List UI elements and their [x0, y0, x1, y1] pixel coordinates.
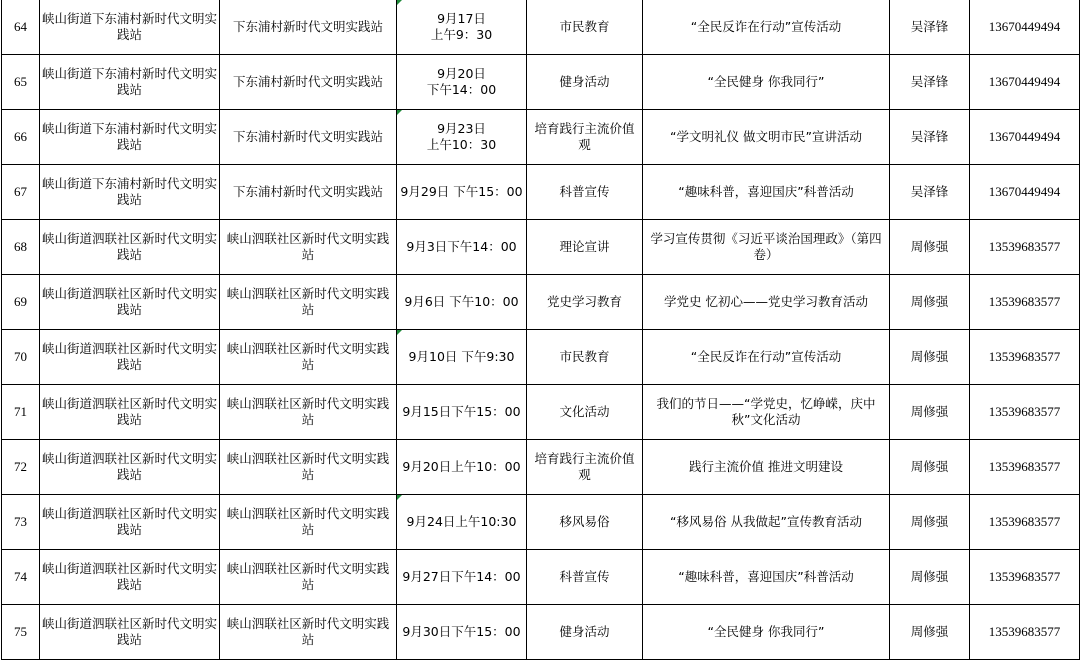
station-name: 下东浦村新时代文明实践站 [220, 165, 397, 220]
activity-category: 健身活动 [527, 605, 643, 660]
activity-title: “全民反诈在行动”宣传活动 [643, 0, 890, 55]
table-row [2, 55, 1080, 110]
street-station-name: 峡山街道泗联社区新时代文明实践站 [40, 440, 220, 495]
contact-person: 吴泽锋 [890, 0, 970, 55]
contact-phone: 13539683577 [970, 385, 1080, 440]
contact-person: 周修强 [890, 605, 970, 660]
station-name: 峡山泗联社区新时代文明实践站 [220, 220, 397, 275]
activity-title: “全民健身 你我同行” [643, 605, 890, 660]
street-station-name: 峡山街道泗联社区新时代文明实践站 [40, 220, 220, 275]
station-name: 峡山泗联社区新时代文明实践站 [220, 330, 397, 385]
row-number: 75 [2, 605, 40, 660]
station-name: 峡山泗联社区新时代文明实践站 [220, 440, 397, 495]
activity-category: 培育践行主流价值观 [527, 110, 643, 165]
activity-title: “全民健身 你我同行” [643, 55, 890, 110]
contact-person: 周修强 [890, 440, 970, 495]
station-name: 峡山泗联社区新时代文明实践站 [220, 495, 397, 550]
contact-person: 周修强 [890, 330, 970, 385]
contact-phone: 13539683577 [970, 330, 1080, 385]
street-station-name: 峡山街道泗联社区新时代文明实践站 [40, 330, 220, 385]
contact-person: 周修强 [890, 550, 970, 605]
activity-time: 9月23日 上午10：30 [397, 110, 527, 165]
activity-time: 9月17日 上午9：30 [397, 0, 527, 55]
activity-title: “趣味科普，喜迎国庆”科普活动 [643, 550, 890, 605]
street-station-name: 峡山街道泗联社区新时代文明实践站 [40, 605, 220, 660]
activity-category: 市民教育 [527, 0, 643, 55]
row-number: 68 [2, 220, 40, 275]
contact-phone: 13539683577 [970, 605, 1080, 660]
activity-schedule-table [1, 0, 1080, 660]
activity-category: 理论宣讲 [527, 220, 643, 275]
street-station-name: 峡山街道下东浦村新时代文明实践站 [40, 110, 220, 165]
contact-phone: 13670449494 [970, 55, 1080, 110]
station-name: 峡山泗联社区新时代文明实践站 [220, 275, 397, 330]
contact-person: 吴泽锋 [890, 55, 970, 110]
contact-phone: 13539683577 [970, 495, 1080, 550]
street-station-name: 峡山街道泗联社区新时代文明实践站 [40, 550, 220, 605]
row-number: 74 [2, 550, 40, 605]
contact-phone: 13539683577 [970, 550, 1080, 605]
station-name: 下东浦村新时代文明实践站 [220, 55, 397, 110]
row-number: 64 [2, 0, 40, 55]
row-number: 67 [2, 165, 40, 220]
table-row [2, 0, 1080, 55]
activity-category: 党史学习教育 [527, 275, 643, 330]
row-number: 73 [2, 495, 40, 550]
table-row [2, 275, 1080, 330]
contact-person: 周修强 [890, 220, 970, 275]
street-station-name: 峡山街道下东浦村新时代文明实践站 [40, 165, 220, 220]
activity-title: 践行主流价值 推进文明建设 [643, 440, 890, 495]
activity-title: 学习宣传贯彻《习近平谈治国理政》（第四卷） [643, 220, 890, 275]
table-row [2, 220, 1080, 275]
table-row [2, 550, 1080, 605]
table-row [2, 110, 1080, 165]
table-row [2, 165, 1080, 220]
activity-title: “移风易俗 从我做起”宣传教育活动 [643, 495, 890, 550]
station-name: 峡山泗联社区新时代文明实践站 [220, 385, 397, 440]
table-row [2, 330, 1080, 385]
contact-phone: 13539683577 [970, 440, 1080, 495]
activity-category: 市民教育 [527, 330, 643, 385]
street-station-name: 峡山街道泗联社区新时代文明实践站 [40, 385, 220, 440]
table-row [2, 495, 1080, 550]
activity-time: 9月29日 下午15：00 [397, 165, 527, 220]
contact-phone: 13670449494 [970, 0, 1080, 55]
contact-person: 吴泽锋 [890, 110, 970, 165]
station-name: 峡山泗联社区新时代文明实践站 [220, 550, 397, 605]
row-number: 69 [2, 275, 40, 330]
contact-phone: 13670449494 [970, 165, 1080, 220]
row-number: 70 [2, 330, 40, 385]
contact-phone: 13670449494 [970, 110, 1080, 165]
row-number: 65 [2, 55, 40, 110]
activity-time: 9月20日上午10：00 [397, 440, 527, 495]
activity-time: 9月10日 下午9:30 [397, 330, 527, 385]
station-name: 峡山泗联社区新时代文明实践站 [220, 605, 397, 660]
activity-time: 9月27日下午14：00 [397, 550, 527, 605]
row-number: 71 [2, 385, 40, 440]
activity-category: 健身活动 [527, 55, 643, 110]
table-row [2, 440, 1080, 495]
activity-category: 培育践行主流价值观 [527, 440, 643, 495]
contact-person: 吴泽锋 [890, 165, 970, 220]
activity-time: 9月15日下午15：00 [397, 385, 527, 440]
street-station-name: 峡山街道下东浦村新时代文明实践站 [40, 55, 220, 110]
station-name: 下东浦村新时代文明实践站 [220, 110, 397, 165]
activity-category: 科普宣传 [527, 550, 643, 605]
activity-category: 文化活动 [527, 385, 643, 440]
row-number: 72 [2, 440, 40, 495]
contact-person: 周修强 [890, 495, 970, 550]
contact-person: 周修强 [890, 275, 970, 330]
activity-time: 9月3日下午14：00 [397, 220, 527, 275]
activity-title: “趣味科普，喜迎国庆”科普活动 [643, 165, 890, 220]
row-number: 66 [2, 110, 40, 165]
activity-title: “学文明礼仪 做文明市民”宣讲活动 [643, 110, 890, 165]
activity-category: 科普宣传 [527, 165, 643, 220]
activity-time: 9月30日下午15：00 [397, 605, 527, 660]
street-station-name: 峡山街道下东浦村新时代文明实践站 [40, 0, 220, 55]
contact-phone: 13539683577 [970, 275, 1080, 330]
contact-phone: 13539683577 [970, 220, 1080, 275]
activity-time: 9月24日上午10:30 [397, 495, 527, 550]
activity-time: 9月6日 下午10：00 [397, 275, 527, 330]
activity-time: 9月20日 下午14：00 [397, 55, 527, 110]
table-row [2, 385, 1080, 440]
street-station-name: 峡山街道泗联社区新时代文明实践站 [40, 495, 220, 550]
activity-title: 学党史 忆初心——党史学习教育活动 [643, 275, 890, 330]
activity-category: 移风易俗 [527, 495, 643, 550]
table-row [2, 605, 1080, 660]
street-station-name: 峡山街道泗联社区新时代文明实践站 [40, 275, 220, 330]
contact-person: 周修强 [890, 385, 970, 440]
activity-title: 我们的节日——“学党史，忆峥嵘，庆中秋”文化活动 [643, 385, 890, 440]
activity-title: “全民反诈在行动”宣传活动 [643, 330, 890, 385]
station-name: 下东浦村新时代文明实践站 [220, 0, 397, 55]
